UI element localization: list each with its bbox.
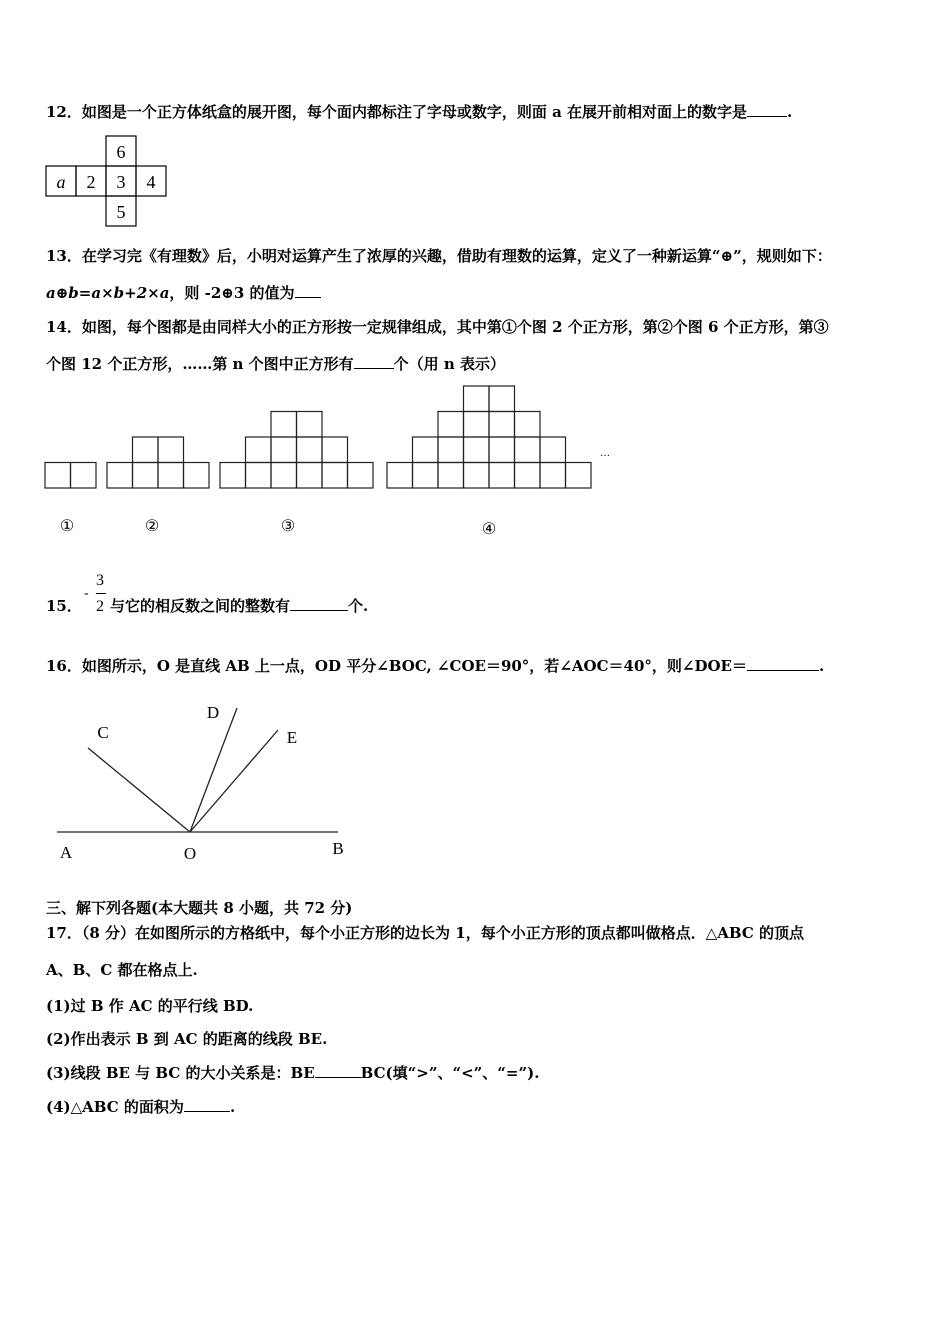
q16-end: . — [818, 657, 825, 675]
label-D: D — [206, 703, 220, 722]
q14-stem: 个图 12 个正方形，……第 n 个图中正方形有 — [46, 355, 354, 373]
q14-figure-label-1: ① — [59, 518, 75, 535]
q14-square — [133, 463, 159, 489]
q14-square — [413, 437, 439, 463]
q17-line2: A、B、C 都在格点上. — [46, 961, 198, 979]
q14-square — [489, 437, 515, 463]
q14-square — [464, 386, 490, 412]
q14-end: 个（用 n 表示） — [393, 355, 506, 373]
q13-answer-blank — [295, 283, 321, 298]
q13-question: ，则 -2⊕3 的值为 — [169, 284, 295, 302]
q14-square — [133, 437, 159, 463]
q16-answer-blank — [747, 656, 819, 671]
section3-heading: 三、解下列各题(本大题共 8 小题，共 72 分) — [46, 899, 353, 917]
q17-part3-stem: (3)线段 BE 与 BC 的大小关系是：BE — [46, 1064, 315, 1082]
q14-square — [489, 386, 515, 412]
q14-square — [387, 463, 413, 489]
q14-square — [322, 437, 348, 463]
q17-part4-blank — [184, 1097, 230, 1112]
q14-square — [438, 412, 464, 438]
net-label-2: 2 — [86, 172, 96, 192]
q14-figure-label-4: ④ — [481, 521, 497, 538]
q14-square — [297, 412, 323, 438]
q15-text — [110, 596, 368, 616]
q14-square — [297, 437, 323, 463]
ray-OC — [88, 748, 190, 832]
q14-square — [464, 412, 490, 438]
q14-square — [438, 463, 464, 489]
label-A: A — [59, 843, 73, 862]
q14-square — [540, 463, 566, 489]
q14-square — [246, 437, 272, 463]
q16-text — [46, 656, 824, 676]
q12-stem: 12．如图是一个正方体纸盒的展开图，每个面内都标注了字母或数字，则面 a 在展开前相对面上的数字是 — [46, 103, 748, 121]
q17-part3-blank — [315, 1063, 361, 1078]
q15-sign: - — [84, 586, 89, 601]
q17-part2: (2)作出表示 B 到 AC 的距离的线段 BE. — [46, 1030, 328, 1048]
q14-square — [322, 463, 348, 489]
q14-square — [271, 437, 297, 463]
q14-square — [271, 412, 297, 438]
net-label-3: 3 — [116, 172, 126, 192]
q14-square — [540, 437, 566, 463]
q14-square — [515, 437, 541, 463]
q17-part4-end: . — [229, 1098, 236, 1116]
q14-square — [515, 412, 541, 438]
q16-stem: 16．如图所示，O 是直线 AB 上一点，OD 平分∠BOC, ∠COE＝90°，若∠AOC＝40°，则∠DOE＝ — [46, 657, 747, 675]
q15-num: 15． — [46, 597, 82, 615]
q15-end: 个. — [348, 597, 369, 615]
q14-square — [566, 463, 592, 489]
q14-square — [489, 463, 515, 489]
q15-stem: 与它的相反数之间的整数有 — [110, 597, 291, 615]
q17-part3 — [46, 1063, 539, 1083]
q15-numerator: 3 — [96, 572, 104, 589]
q13-line1: 13．在学习完《有理数》后，小明对运算产生了浓厚的兴趣，借助有理数的运算，定义了一种新运算“⊕”，规则如下： — [46, 247, 832, 265]
q14-square — [297, 463, 323, 489]
q17-part4-stem: (4)△ABC 的面积为 — [46, 1098, 184, 1116]
q17-part3-end: BC(填“>”、“<”、“=”). — [360, 1064, 540, 1082]
q14-line2 — [46, 354, 505, 374]
net-label-top: 6 — [116, 142, 126, 162]
q14-ellipsis: … — [600, 448, 610, 459]
q14-square — [220, 463, 246, 489]
q14-answer-blank — [354, 354, 394, 369]
q14-square — [246, 463, 272, 489]
net-label-bottom: 5 — [116, 202, 126, 222]
label-O: O — [183, 844, 197, 863]
q15-answer-blank — [290, 596, 348, 611]
q17-part4 — [46, 1097, 235, 1117]
q14-square — [489, 412, 515, 438]
q14-figure-label-3: ③ — [280, 518, 296, 535]
q14-figures — [45, 386, 591, 488]
label-E: E — [286, 728, 298, 747]
q14-square — [184, 463, 210, 489]
q17-line1: 17．（8 分）在如图所示的方格纸中，每个小正方形的边长为 1，每个小正方形的顶点都叫做格点．△ABC 的顶点 — [46, 924, 804, 942]
q13-formula: a⊕b=a×b+2×a — [46, 284, 170, 302]
q14-square — [71, 463, 97, 489]
q14-square — [158, 437, 184, 463]
label-B: B — [332, 839, 344, 858]
q17-part1: (1)过 B 作 AC 的平行线 BD. — [46, 997, 254, 1015]
q14-square — [158, 463, 184, 489]
q14-square — [413, 463, 439, 489]
net-label-a: a — [56, 172, 66, 192]
label-C: C — [97, 723, 109, 742]
ray-OD — [190, 708, 237, 832]
q14-square — [438, 437, 464, 463]
net-label-4: 4 — [146, 172, 156, 192]
q14-square — [464, 463, 490, 489]
q14-figure-label-2: ② — [144, 518, 160, 535]
q13-line2 — [46, 283, 321, 303]
q15-denominator: 2 — [96, 598, 104, 615]
q14-square — [464, 437, 490, 463]
ray-OE — [190, 730, 278, 832]
q15-fraction-bar — [96, 593, 106, 594]
q14-square — [348, 463, 374, 489]
q12-end: . — [787, 103, 793, 121]
q14-line1: 14．如图，每个图都是由同样大小的正方形按一定规律组成，其中第①个图 2 个正方形，第②个图 6 个正方形，第③ — [46, 318, 829, 336]
q14-square — [271, 463, 297, 489]
q14-square — [107, 463, 133, 489]
q14-square — [515, 463, 541, 489]
q14-square — [45, 463, 71, 489]
